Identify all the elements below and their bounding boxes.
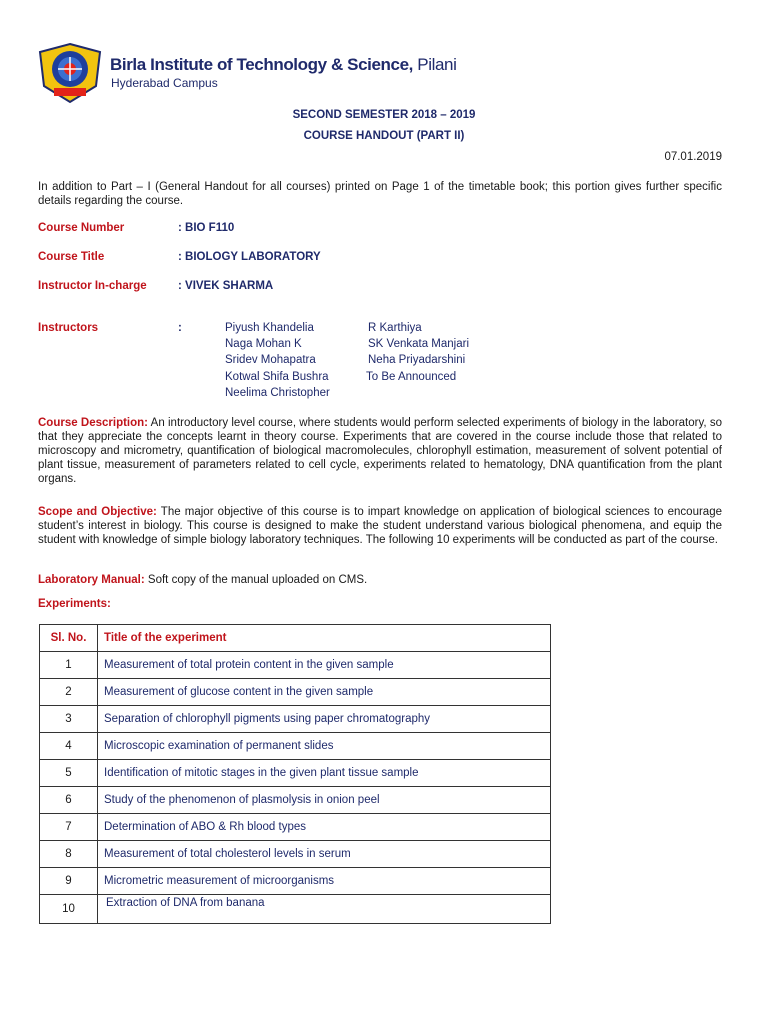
instructor-name: R Karthiya — [368, 322, 422, 334]
instructor-name: SK Venkata Manjari — [368, 338, 470, 350]
col-header-slno: Sl. No. — [40, 625, 98, 652]
col-header-title: Title of the experiment — [98, 625, 551, 652]
campus-name: Hyderabad Campus — [111, 76, 218, 90]
instructor-name: To Be Announced — [366, 371, 457, 383]
table-row: 10 Extraction of DNA from banana — [40, 895, 551, 924]
table-row: 6 Study of the phenomenon of plasmolysis in onion peel — [40, 787, 551, 814]
incharge-label: Instructor In-charge — [38, 280, 147, 292]
table-row: 7 Determination of ABO & Rh blood types — [40, 814, 551, 841]
handout-title: COURSE HANDOUT (PART II) — [303, 130, 465, 142]
instructor-name: Kotwal Shifa Bushra — [225, 371, 329, 383]
course-title-value: : BIOLOGY LABORATORY — [178, 251, 321, 263]
table-row: 4 Microscopic examination of permanent slides — [40, 733, 551, 760]
scope-objective-label: Scope and Objective: — [38, 506, 157, 518]
course-description-label: Course Description: — [38, 417, 148, 429]
table-header-row — [40, 625, 551, 652]
table-row: 5 Identification of mitotic stages in the given plant tissue sample — [40, 760, 551, 787]
instructor-name: Sridev Mohapatra — [225, 354, 316, 366]
table-row: 8 Measurement of total cholesterol levels in serum — [40, 841, 551, 868]
table-row: 3 Separation of chlorophyll pigments using paper chromatography — [40, 706, 551, 733]
table-row: 1 Measurement of total protein content in the given sample — [40, 652, 551, 679]
institute-name: Birla Institute of Technology & Science, Pilani — [110, 55, 457, 74]
instructor-name: Piyush Khandelia — [225, 322, 314, 334]
experiments-table — [39, 624, 551, 924]
bits-pilani-seal-icon — [36, 42, 104, 104]
course-number-label: Course Number — [38, 222, 125, 234]
table-row: 2 Measurement of glucose content in the given sample — [40, 679, 551, 706]
instructor-name: Naga Mohan K — [225, 338, 302, 350]
semester-title: SECOND SEMESTER 2018 – 2019 — [292, 109, 476, 121]
instructor-name: Neha Priyadarshini — [368, 354, 466, 366]
course-number-value: : BIO F110 — [178, 222, 235, 234]
experiments-heading: Experiments: — [38, 598, 111, 610]
scope-objective: Scope and Objective: The major objective of this course is to impart knowledge on application of biological sciences to encourage student’s interest in biology. This course is designed to make the student understand various biological phenomena, and equip the student with knowledge of simple biology laboratory techniques. The following 10 experiments will be conducted as part of the course. — [38, 506, 722, 546]
intro-paragraph: In addition to Part – I (General Handout for all courses) printed on Page 1 of the timetable book; this portion gives further specific details regarding the course. — [38, 181, 722, 207]
instructors-label: Instructors — [38, 322, 99, 334]
lab-manual: Laboratory Manual: Soft copy of the manual uploaded on CMS. — [38, 574, 368, 586]
course-description: Course Description: An introductory level course, where students would perform selected experiments of biology in the laboratory, so that they appreciate the concepts learnt in theory course. Experiments that are covered in the course include those that related to microscopy and micrometry, quantification of biological macromolecules, chlorophyll estimation, measurement of solvent potential of plant tissue, measurement of parameters related to cell cycle, experiments related to hematology, DNA quantification from the plant organs. — [38, 417, 722, 485]
course-title-label: Course Title — [38, 251, 105, 263]
instructor-name: Neelima Christopher — [225, 387, 330, 399]
table-row: 9 Micrometric measurement of microorganisms — [40, 868, 551, 895]
handout-date: 07.01.2019 — [664, 151, 722, 163]
lab-manual-label: Laboratory Manual: — [38, 574, 145, 586]
incharge-value: : VIVEK SHARMA — [178, 280, 274, 292]
instructors-colon: : — [178, 322, 182, 334]
